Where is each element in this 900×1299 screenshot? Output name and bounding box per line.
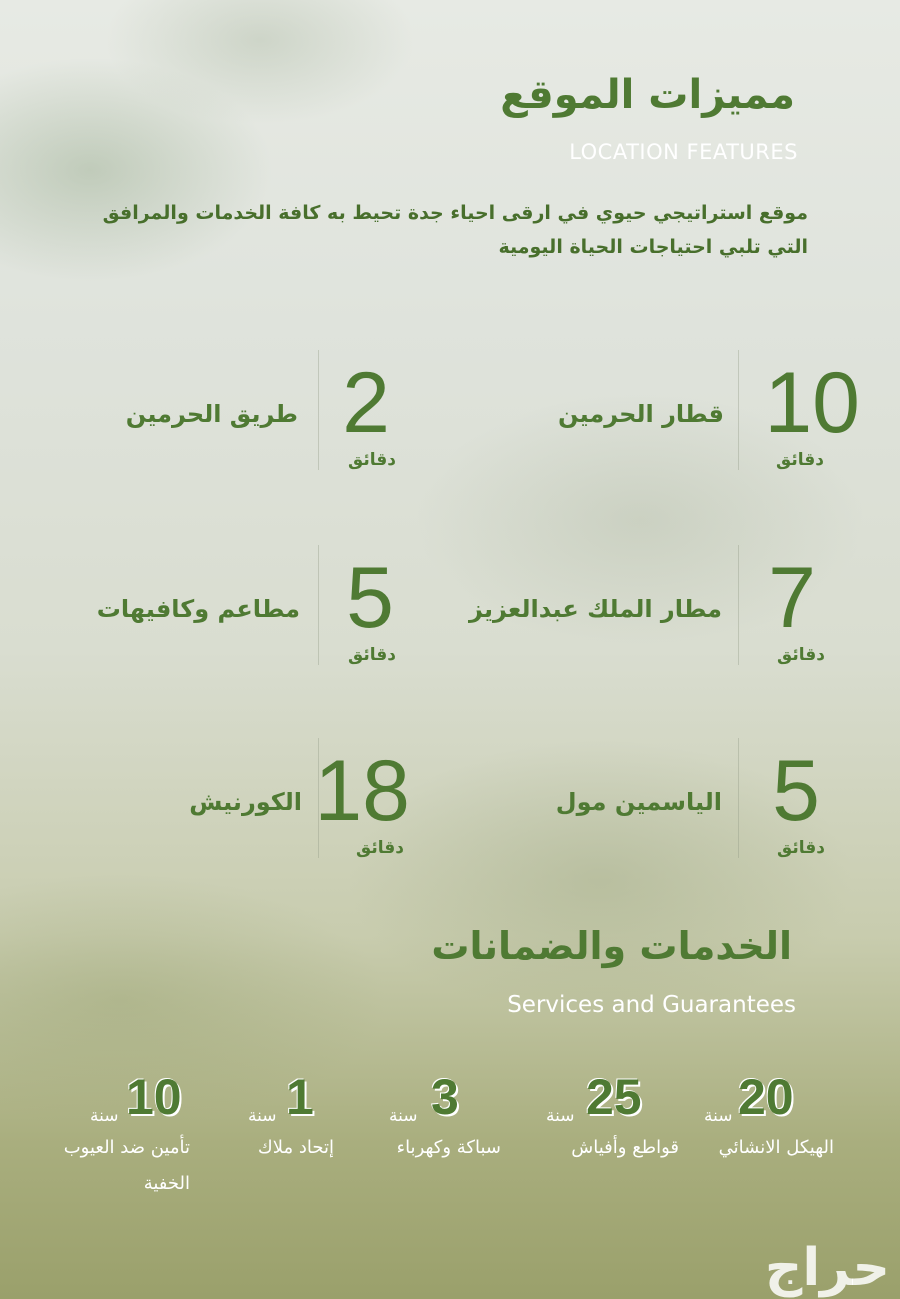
feature-label: الكورنيش: [189, 788, 302, 816]
feature-label: الياسمين مول: [555, 788, 722, 816]
guarantee-unit: سنة: [90, 1106, 119, 1126]
feature-minutes: 2: [342, 355, 390, 451]
guarantee-years: 3: [431, 1069, 459, 1125]
services-title-ar: الخدمات والضمانات: [431, 924, 792, 968]
feature-minutes: 5: [346, 550, 394, 646]
feature-minutes: 7: [768, 550, 816, 646]
location-title-ar: مميزات الموقع: [500, 72, 795, 118]
feature-unit: دقائق: [348, 645, 396, 665]
feature-item: [0, 545, 420, 665]
guarantee-years: 20: [738, 1069, 794, 1125]
feature-unit: دقائق: [348, 450, 396, 470]
feature-label: مطاعم وكافيهات: [96, 595, 300, 623]
haraj-logo: حراج: [764, 1238, 890, 1298]
feature-unit: دقائق: [777, 838, 825, 858]
feature-item: [480, 350, 860, 470]
feature-item: [0, 350, 420, 470]
guarantee-label: تأمين ضد العيوب الخفية: [63, 1137, 190, 1194]
guarantee-label: سباكة وكهرباء: [396, 1137, 501, 1158]
guarantee-label: الهيكل الانشائي: [718, 1137, 834, 1158]
feature-unit: دقائق: [356, 838, 404, 858]
feature-item: [420, 738, 840, 858]
guarantee-unit: سنة: [546, 1106, 575, 1126]
feature-label: مطار الملك عبدالعزيز: [469, 595, 722, 623]
guarantee-label: إتحاد ملاك: [257, 1137, 334, 1158]
location-intro-text: موقع استراتيجي حيوي في ارقى احياء جدة تحيط به كافة الخدمات والمرافق التي تلبي احتياجات الحياة اليومية: [102, 202, 808, 258]
guarantee-years: 10: [126, 1069, 182, 1125]
feature-minutes: 10: [764, 355, 860, 451]
guarantee-unit: سنة: [704, 1106, 733, 1126]
services-title-en: Services and Guarantees: [507, 992, 796, 1018]
feature-unit: دقائق: [777, 645, 825, 665]
guarantee-unit: سنة: [248, 1106, 277, 1126]
guarantee-label: قواطع وأفياش: [571, 1137, 679, 1158]
feature-label: طريق الحرمين: [125, 400, 298, 428]
guarantee-years: 1: [286, 1069, 314, 1125]
feature-item: [420, 545, 840, 665]
feature-minutes: 5: [772, 743, 820, 839]
guarantee-unit: سنة: [389, 1106, 418, 1126]
location-title-en: LOCATION FEATURES: [569, 140, 798, 164]
feature-minutes: 18: [314, 743, 410, 839]
feature-label: قطار الحرمين: [558, 400, 724, 428]
feature-item: [0, 738, 420, 858]
guarantee-years: 25: [586, 1069, 642, 1125]
feature-unit: دقائق: [776, 450, 824, 470]
